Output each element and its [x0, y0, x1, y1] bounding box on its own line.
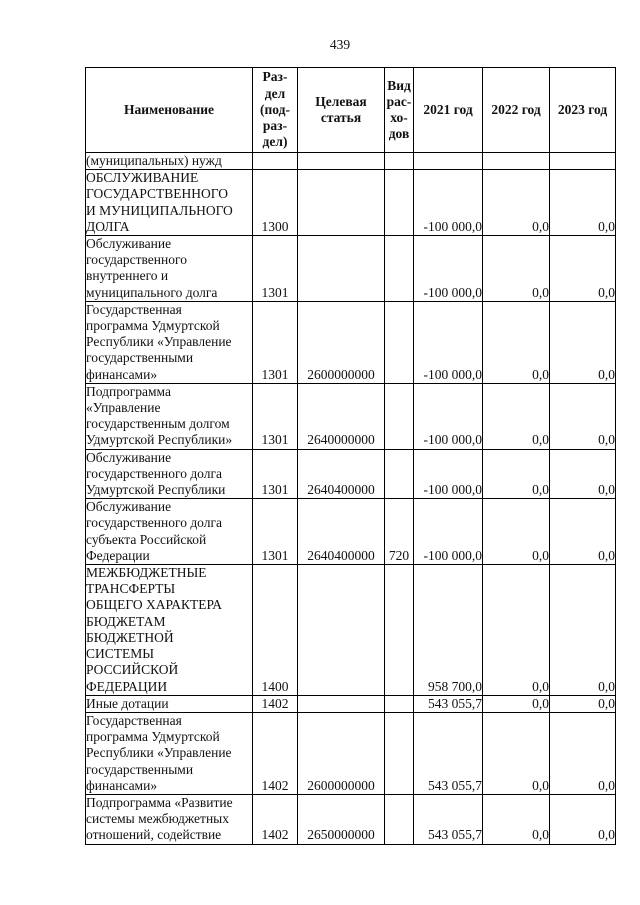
table-row	[86, 499, 616, 565]
table-header	[86, 68, 616, 153]
cell-2023: 0,0	[550, 449, 616, 499]
cell-section: 1301	[253, 499, 298, 565]
cell-2021: 543 055,7	[414, 695, 483, 712]
cell-2021: -100 000,0	[414, 236, 483, 302]
cell-section: 1402	[253, 794, 298, 844]
cell-2023: 0,0	[550, 301, 616, 383]
header-2021: 2021 год	[414, 68, 483, 153]
header-2022: 2022 год	[483, 68, 550, 153]
cell-2023: 0,0	[550, 499, 616, 565]
header-2023: 2023 год	[550, 68, 616, 153]
cell-2022: 0,0	[483, 695, 550, 712]
cell-target-article: 2650000000	[298, 794, 385, 844]
cell-expense-type	[385, 695, 414, 712]
cell-2022: 0,0	[483, 794, 550, 844]
cell-expense-type	[385, 170, 414, 236]
cell-2022: 0,0	[483, 449, 550, 499]
cell-2022: 0,0	[483, 383, 550, 449]
table-row	[86, 301, 616, 383]
table-row	[86, 449, 616, 499]
budget-table	[85, 67, 616, 845]
cell-expense-type	[385, 449, 414, 499]
cell-2021: -100 000,0	[414, 449, 483, 499]
table-row	[86, 383, 616, 449]
table-row	[86, 565, 616, 696]
cell-section: 1400	[253, 565, 298, 696]
cell-section: 1301	[253, 236, 298, 302]
table-row	[86, 794, 616, 844]
cell-2023: 0,0	[550, 170, 616, 236]
cell-expense-type	[385, 236, 414, 302]
cell-2021: 543 055,7	[414, 712, 483, 794]
cell-2023: 0,0	[550, 695, 616, 712]
table-body	[86, 153, 616, 845]
cell-expense-type	[385, 383, 414, 449]
cell-section	[253, 153, 298, 170]
cell-section: 1402	[253, 695, 298, 712]
cell-expense-type: 720	[385, 499, 414, 565]
cell-name: Государственная программа Удмуртской Республики «Управление государственными финансами»	[86, 712, 253, 794]
cell-expense-type	[385, 301, 414, 383]
cell-2022: 0,0	[483, 170, 550, 236]
cell-name: Обслуживание государственного внутреннего и муниципального долга	[86, 236, 253, 302]
cell-section: 1301	[253, 383, 298, 449]
cell-2022: 0,0	[483, 499, 550, 565]
cell-name: Государственная программа Удмуртской Республики «Управление государственными финансами»	[86, 301, 253, 383]
cell-2021: 543 055,7	[414, 794, 483, 844]
cell-target-article	[298, 153, 385, 170]
header-section: Раз- дел (под- раз- дел)	[253, 68, 298, 153]
cell-target-article: 2640400000	[298, 449, 385, 499]
cell-section: 1300	[253, 170, 298, 236]
cell-section: 1402	[253, 712, 298, 794]
cell-name: Обслуживание государственного долга Удмуртской Республики	[86, 449, 253, 499]
cell-expense-type	[385, 794, 414, 844]
cell-expense-type	[385, 712, 414, 794]
cell-target-article	[298, 170, 385, 236]
table-row	[86, 712, 616, 794]
cell-2021: -100 000,0	[414, 301, 483, 383]
cell-target-article	[298, 565, 385, 696]
table-row	[86, 236, 616, 302]
cell-name: Подпрограмма «Развитие системы межбюджетных отношений, содействие	[86, 794, 253, 844]
cell-2021	[414, 153, 483, 170]
header-name: Наименование	[86, 68, 253, 153]
cell-name: Подпрограмма «Управление государственным долгом Удмуртской Республики»	[86, 383, 253, 449]
cell-name: Обслуживание государственного долга субъекта Российской Федерации	[86, 499, 253, 565]
table-row	[86, 170, 616, 236]
cell-section: 1301	[253, 301, 298, 383]
cell-name: (муниципальных) нужд	[86, 153, 253, 170]
cell-2021: -100 000,0	[414, 499, 483, 565]
cell-section: 1301	[253, 449, 298, 499]
cell-2021: -100 000,0	[414, 383, 483, 449]
page-number: 439	[329, 37, 351, 52]
cell-2022: 0,0	[483, 712, 550, 794]
cell-2022	[483, 153, 550, 170]
table-row	[86, 695, 616, 712]
header-row	[86, 68, 616, 153]
cell-2022: 0,0	[483, 565, 550, 696]
cell-expense-type	[385, 565, 414, 696]
cell-expense-type	[385, 153, 414, 170]
cell-2022: 0,0	[483, 236, 550, 302]
cell-name: МЕЖБЮДЖЕТНЫЕ ТРАНСФЕРТЫ ОБЩЕГО ХАРАКТЕРА БЮДЖЕТАМ БЮДЖЕТНОЙ СИСТЕМЫ РОССИЙСКОЙ ФЕДЕРАЦИИ	[86, 565, 253, 696]
cell-name: Иные дотации	[86, 695, 253, 712]
cell-2021: -100 000,0	[414, 170, 483, 236]
cell-2023: 0,0	[550, 794, 616, 844]
cell-target-article: 2640400000	[298, 499, 385, 565]
cell-target-article	[298, 236, 385, 302]
cell-name: ОБСЛУЖИВАНИЕ ГОСУДАРСТВЕННОГО И МУНИЦИПАЛЬНОГО ДОЛГА	[86, 170, 253, 236]
cell-2022: 0,0	[483, 301, 550, 383]
header-expense-type: Вид рас- хо- дов	[385, 68, 414, 153]
header-target-article: Целевая статья	[298, 68, 385, 153]
cell-target-article: 2600000000	[298, 712, 385, 794]
cell-2023: 0,0	[550, 565, 616, 696]
cell-target-article: 2600000000	[298, 301, 385, 383]
cell-target-article: 2640000000	[298, 383, 385, 449]
cell-2023	[550, 153, 616, 170]
cell-2023: 0,0	[550, 236, 616, 302]
cell-2021: 958 700,0	[414, 565, 483, 696]
cell-2023: 0,0	[550, 712, 616, 794]
cell-2023: 0,0	[550, 383, 616, 449]
table-row	[86, 153, 616, 170]
cell-target-article	[298, 695, 385, 712]
